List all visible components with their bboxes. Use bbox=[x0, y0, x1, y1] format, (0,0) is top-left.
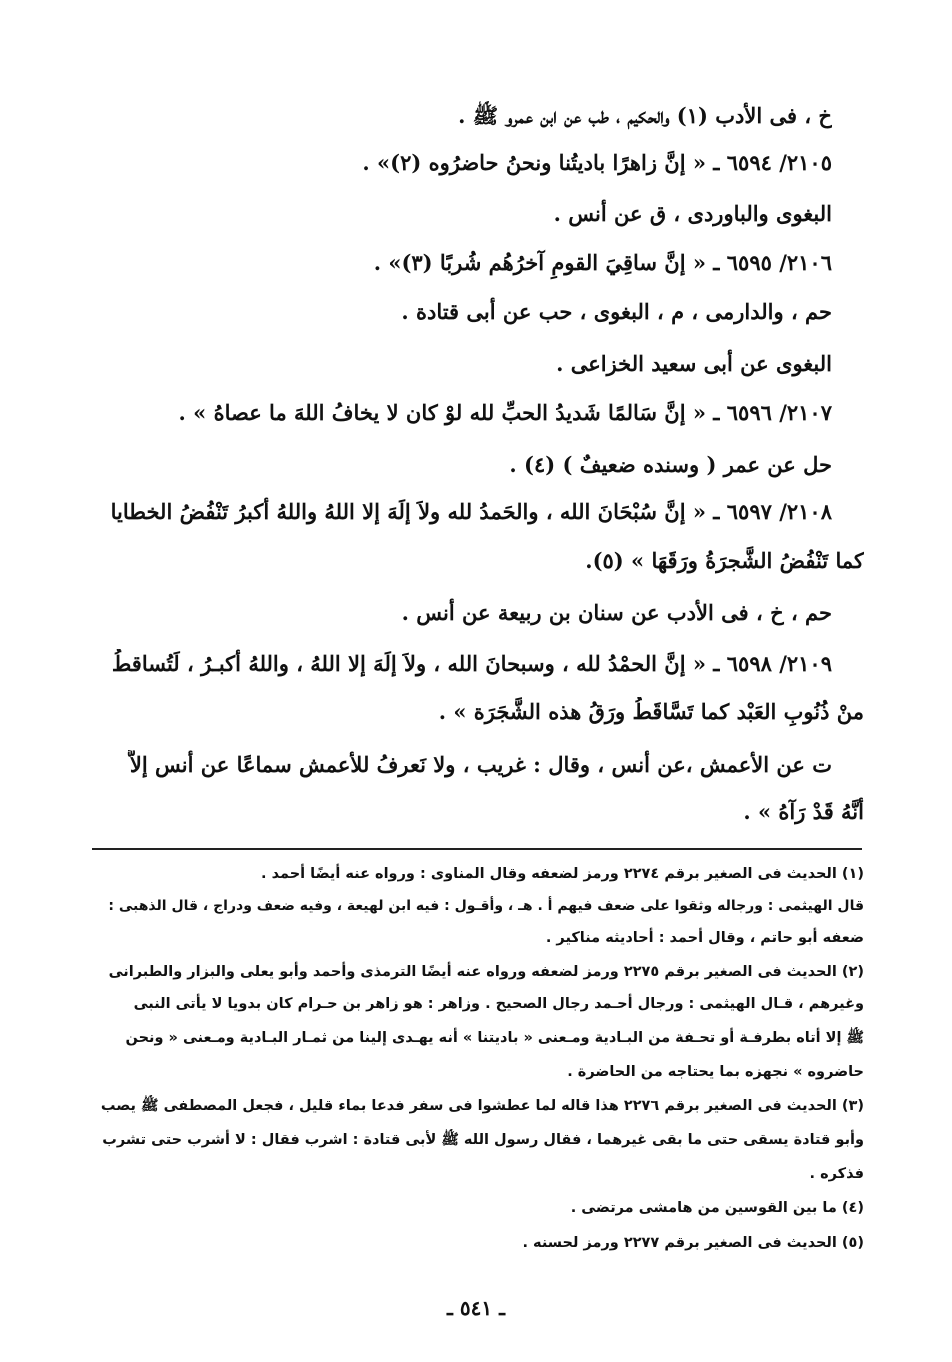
body-line: خ ، فى الأدب (١) والحكيم ، طب عن ابن عمرو ﷺ . bbox=[458, 103, 832, 128]
body-line: حم ، خ ، فى الأدب عن سنان بن ربيعة عن أنس . bbox=[401, 600, 832, 625]
body-line: ت عن الأعمش ،عن أنس ، وقال : غريب ، ولا نَعرفُ للأعمش سماعًا عن أنس إلاَّ bbox=[129, 752, 832, 777]
hadith-line: ٢١٠٧/ ٦٥٩٦ ـ « إنَّ سَالمًا شَديدُ الحبِّ لله لوْ كان لا يخافُ اللهَ ما عصاهُ » . bbox=[178, 400, 832, 425]
body-line-continued: أنَّهُ قَدْ رَآهُ » . bbox=[743, 799, 864, 824]
footnote-separator bbox=[92, 848, 862, 850]
footnote-line: حاضروه » نجهزه بما يحتاجه من الحاضرة . bbox=[567, 1064, 864, 1080]
page-number: ـ ٥٤١ ـ bbox=[447, 1296, 505, 1320]
hadith-line: ٢١٠٩/ ٦٥٩٨ ـ « إنَّ الحمْدُ لله ، وسبحانَ الله ، ولاَ إلَهَ إلا اللهُ ، واللهُ أكبـرُ ، لَتُساقطُ bbox=[111, 651, 832, 676]
footnote-line: (٣) الحديث فى الصغير برقم ٢٢٧٦ هذا قاله لما عطشوا فى سفر فدعا بماء قليل ، فجعل المصطفى ﷺ يصب bbox=[100, 1098, 864, 1114]
body-line: حل عن عمر ( وسنده ضعيفٌ ) (٤) . bbox=[509, 452, 832, 477]
hadith-line-continued: كما تَنْفُضُ الشَّجرَةُ ورَقَهَا » (٥). bbox=[585, 548, 864, 573]
footnote-line: ﷺ إلا أتاه بطرفـة أو تحـفة من البـادية ومـعنى « باديتنا » أنه يهـدى إلينا من ثمـار البـادية ومـعنى « ونحن bbox=[125, 1030, 864, 1046]
hadith-line: ٢١٠٦/ ٦٥٩٥ ـ « إنَّ ساقِيَ القومِ آخرُهُم شُربًا (٣)» . bbox=[373, 250, 832, 275]
footnote-line: قال الهيثمى : ورجاله وثقوا على ضعف فيهم أ . هـ ، وأقـول : فيه ابن لهيعة ، وفيه ضعف ودراج ، قال الذهبى : bbox=[108, 898, 864, 914]
footnote-line: وأبو قتادة يسقى حتى ما بقى غيرهما ، فقال رسول الله ﷺ لأبى قتادة : اشرب فقال : لا أشرب حتى تشرب bbox=[102, 1132, 864, 1148]
footnote-line: (٢) الحديث فى الصغير برقم ٢٢٧٥ ورمز لضعفه ورواه عنه أيضًا الترمذى وأحمد وأبو يعلى والبزار والطبرانى bbox=[108, 964, 864, 980]
body-line: حم ، والدارمى ، م ، البغوى ، حب عن أبى قتادة . bbox=[401, 299, 832, 324]
footnote-line: فذكره . bbox=[809, 1166, 864, 1182]
footnote-line: ضعفه أبو حاتم ، وقال أحمد : أحاديثه مناكير . bbox=[545, 930, 864, 946]
body-line: البغوى والباوردى ، ق عن أنس . bbox=[553, 201, 832, 226]
hadith-line-continued: منْ ذُنُوبِ العَبْد كما تَسَّاقَطُ ورَقُ هذه الشَّجَرَة » . bbox=[438, 699, 864, 724]
footnote-line: (٥) الحديث فى الصغير برقم ٢٢٧٧ ورمز لحسنه . bbox=[522, 1235, 864, 1251]
hadith-line: ٢١٠٥/ ٦٥٩٤ ـ « إنَّ زاهرًا باديتُنا ونحنُ حاضرُوه (٢)» . bbox=[362, 150, 832, 175]
hadith-line: ٢١٠٨/ ٦٥٩٧ ـ « إنَّ سُبْحَانَ الله ، والحَمدُ لله ولاَ إلَهَ إلا اللهُ واللهُ أكبرُ تَنْفُضُ الخطايا bbox=[110, 499, 832, 524]
footnote-line: (٤) ما بين القوسين من هامشى مرتضى . bbox=[570, 1200, 864, 1216]
body-line: البغوى عن أبى سعيد الخزاعى . bbox=[556, 351, 832, 376]
footnote-line: (١) الحديث فى الصغير برقم ٢٢٧٤ ورمز لضعفه وقال المناوى : ورواه عنه أيضًا أحمد . bbox=[261, 866, 864, 882]
footnote-line: وغيرهم ، قـال الهيثمى : ورجال أحـمد رجال الصحيح . وزاهر : هو زاهر بن حـرام كان بدويا لا يأتى النبى bbox=[133, 996, 864, 1012]
